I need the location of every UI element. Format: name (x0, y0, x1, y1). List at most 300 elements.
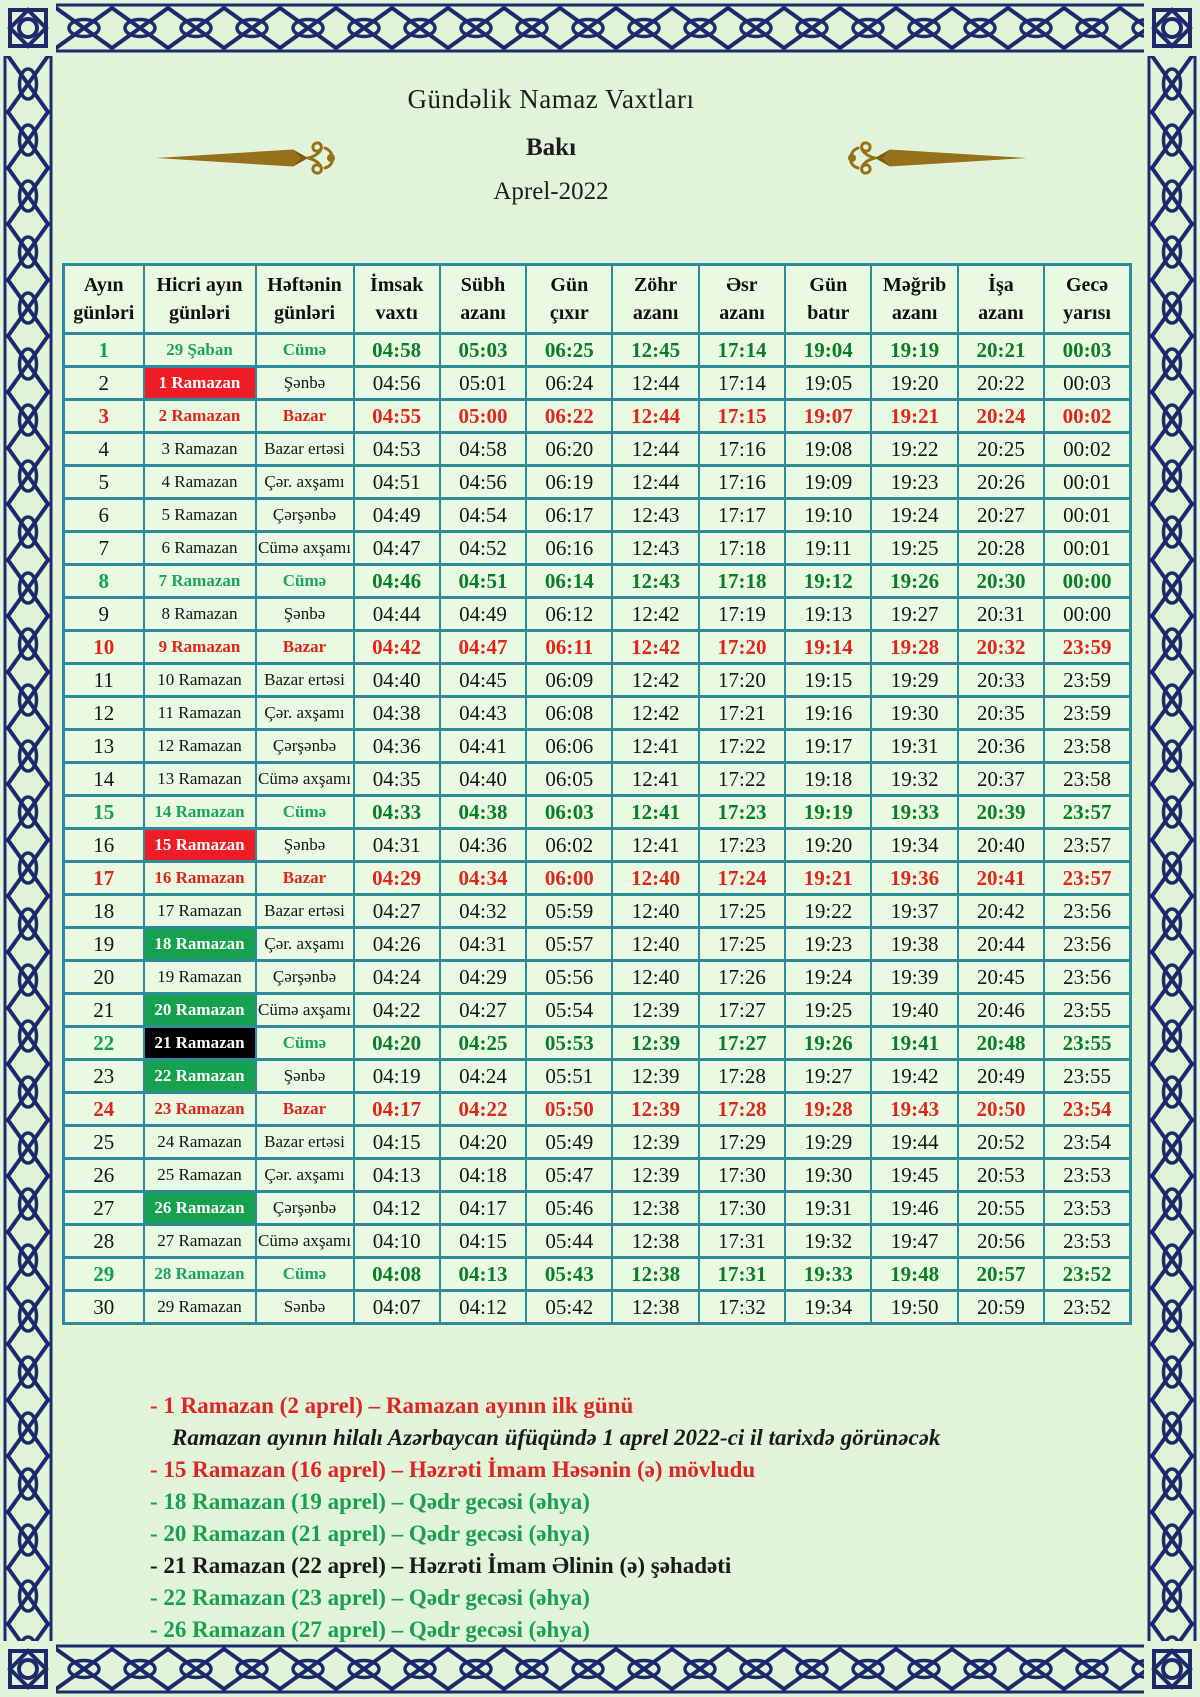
day-cell: 19 (64, 928, 144, 961)
prayer-time-cell: 19:26 (785, 1027, 871, 1060)
prayer-time-cell: 06:16 (526, 532, 612, 565)
weekday-cell: Şənbə (256, 829, 354, 862)
day-cell: 21 (64, 994, 144, 1027)
prayer-time-cell: 19:20 (871, 367, 957, 400)
prayer-time-cell: 19:25 (871, 532, 957, 565)
calendar-note: - 15 Ramazan (16 aprel) – Həzrəti İmam Həsənin (ə) mövludu (150, 1457, 756, 1482)
knot-border-corner (0, 0, 56, 56)
calendar-note: - 21 Ramazan (22 aprel) – Həzrəti İmam Əlinin (ə) şəhadəti (150, 1553, 732, 1578)
prayer-time-cell: 04:29 (354, 862, 440, 895)
prayer-time-cell: 23:53 (1044, 1159, 1130, 1192)
prayer-time-cell: 12:40 (612, 928, 698, 961)
hijri-day-cell: 6 Ramazan (144, 532, 256, 565)
prayer-time-cell: 12:43 (612, 499, 698, 532)
day-cell: 15 (64, 796, 144, 829)
hijri-day-cell: 10 Ramazan (144, 664, 256, 697)
hijri-day-cell: 26 Ramazan (144, 1192, 256, 1225)
prayer-time-cell: 19:40 (871, 994, 957, 1027)
table-row (64, 466, 1131, 499)
prayer-time-cell: 20:57 (958, 1258, 1044, 1291)
prayer-time-cell: 19:34 (871, 829, 957, 862)
prayer-time-cell: 20:48 (958, 1027, 1044, 1060)
day-cell: 2 (64, 367, 144, 400)
prayer-time-cell: 17:24 (699, 862, 785, 895)
table-row (64, 1192, 1131, 1225)
prayer-time-cell: 20:36 (958, 730, 1044, 763)
prayer-time-cell: 17:20 (699, 631, 785, 664)
hijri-day-cell: 4 Ramazan (144, 466, 256, 499)
prayer-time-cell: 23:53 (1044, 1225, 1130, 1258)
hijri-day-cell: 28 Ramazan (144, 1258, 256, 1291)
day-cell: 10 (64, 631, 144, 664)
prayer-time-cell: 20:25 (958, 433, 1044, 466)
prayer-time-cell: 19:18 (785, 763, 871, 796)
prayer-time-cell: 04:42 (354, 631, 440, 664)
hijri-day-cell: 21 Ramazan (144, 1027, 256, 1060)
prayer-time-cell: 05:44 (526, 1225, 612, 1258)
weekday-cell: Çərşənbə (256, 1192, 354, 1225)
prayer-time-cell: 05:54 (526, 994, 612, 1027)
prayer-time-cell: 19:33 (871, 796, 957, 829)
table-row (64, 367, 1131, 400)
prayer-time-cell: 04:15 (440, 1225, 526, 1258)
prayer-time-cell: 12:39 (612, 1159, 698, 1192)
prayer-time-cell: 04:40 (354, 664, 440, 697)
prayer-time-cell: 04:15 (354, 1126, 440, 1159)
prayer-time-cell: 04:56 (440, 466, 526, 499)
prayer-time-cell: 19:13 (785, 598, 871, 631)
prayer-time-cell: 19:44 (871, 1126, 957, 1159)
prayer-time-cell: 12:40 (612, 895, 698, 928)
prayer-time-cell: 19:38 (871, 928, 957, 961)
prayer-time-cell: 04:49 (440, 598, 526, 631)
prayer-time-cell: 04:13 (440, 1258, 526, 1291)
day-cell: 8 (64, 565, 144, 598)
table-row (64, 400, 1131, 433)
prayer-time-cell: 04:47 (354, 532, 440, 565)
weekday-cell: Çər. axşamı (256, 697, 354, 730)
prayer-time-cell: 19:34 (785, 1291, 871, 1324)
hijri-day-cell: 29 Ramazan (144, 1291, 256, 1324)
prayer-time-cell: 12:39 (612, 1126, 698, 1159)
prayer-time-cell: 20:52 (958, 1126, 1044, 1159)
prayer-time-cell: 20:28 (958, 532, 1044, 565)
prayer-time-cell: 20:59 (958, 1291, 1044, 1324)
day-cell: 22 (64, 1027, 144, 1060)
weekday-cell: Şənbə (256, 598, 354, 631)
prayer-time-cell: 12:39 (612, 1060, 698, 1093)
prayer-time-cell: 19:16 (785, 697, 871, 730)
table-row (64, 598, 1131, 631)
day-cell: 12 (64, 697, 144, 730)
prayer-time-cell: 05:51 (526, 1060, 612, 1093)
prayer-time-cell: 20:22 (958, 367, 1044, 400)
prayer-time-cell: 19:28 (871, 631, 957, 664)
prayer-time-cell: 17:28 (699, 1060, 785, 1093)
prayer-time-cell: 19:23 (871, 466, 957, 499)
column-header: Zöhr azanı (612, 265, 698, 334)
prayer-time-cell: 06:09 (526, 664, 612, 697)
prayer-time-cell: 04:27 (354, 895, 440, 928)
knot-border-bottom (56, 1641, 1144, 1697)
prayer-time-cell: 04:24 (354, 961, 440, 994)
prayer-time-cell: 04:58 (354, 334, 440, 367)
weekday-cell: Bazar (256, 862, 354, 895)
prayer-time-cell: 20:55 (958, 1192, 1044, 1225)
hijri-day-cell: 24 Ramazan (144, 1126, 256, 1159)
prayer-time-cell: 05:43 (526, 1258, 612, 1291)
prayer-time-cell: 23:56 (1044, 961, 1130, 994)
prayer-time-cell: 17:23 (699, 829, 785, 862)
weekday-cell: Bazar (256, 400, 354, 433)
table-body (64, 334, 1131, 1324)
prayer-time-cell: 17:21 (699, 697, 785, 730)
prayer-time-cell: 23:59 (1044, 697, 1130, 730)
day-cell: 16 (64, 829, 144, 862)
table-row (64, 1126, 1131, 1159)
day-cell: 7 (64, 532, 144, 565)
prayer-time-cell: 23:52 (1044, 1291, 1130, 1324)
prayer-time-cell: 06:05 (526, 763, 612, 796)
prayer-time-cell: 20:31 (958, 598, 1044, 631)
calendar-note: - 1 Ramazan (2 aprel) – Ramazan ayının ilk günü (150, 1393, 634, 1418)
prayer-time-cell: 17:19 (699, 598, 785, 631)
hijri-day-cell: 23 Ramazan (144, 1093, 256, 1126)
prayer-time-cell: 12:41 (612, 730, 698, 763)
prayer-time-cell: 20:46 (958, 994, 1044, 1027)
prayer-time-cell: 12:42 (612, 631, 698, 664)
prayer-time-cell: 04:47 (440, 631, 526, 664)
table-row (64, 1093, 1131, 1126)
prayer-time-cell: 00:01 (1044, 466, 1130, 499)
prayer-time-cell: 05:01 (440, 367, 526, 400)
calendar-note: - 26 Ramazan (27 aprel) – Qədr gecəsi (əhya) (150, 1617, 590, 1642)
prayer-time-cell: 04:25 (440, 1027, 526, 1060)
hijri-day-cell: 1 Ramazan (144, 367, 256, 400)
table-row (64, 697, 1131, 730)
calendar-note: - 20 Ramazan (21 aprel) – Qədr gecəsi (əhya) (150, 1521, 590, 1546)
prayer-time-cell: 04:17 (440, 1192, 526, 1225)
prayer-time-cell: 19:30 (785, 1159, 871, 1192)
knot-border-top (56, 0, 1144, 56)
prayer-time-cell: 17:18 (699, 565, 785, 598)
hijri-day-cell: 13 Ramazan (144, 763, 256, 796)
prayer-time-cell: 04:56 (354, 367, 440, 400)
prayer-time-cell: 05:56 (526, 961, 612, 994)
prayer-time-cell: 17:16 (699, 466, 785, 499)
weekday-cell: Cümə (256, 334, 354, 367)
prayer-time-cell: 06:03 (526, 796, 612, 829)
hijri-day-cell: 20 Ramazan (144, 994, 256, 1027)
prayer-time-cell: 06:14 (526, 565, 612, 598)
weekday-cell: Bazar ertəsi (256, 664, 354, 697)
calendar-note: - 22 Ramazan (23 aprel) – Qədr gecəsi (əhya) (150, 1585, 590, 1610)
prayer-time-cell: 19:42 (871, 1060, 957, 1093)
prayer-time-cell: 23:54 (1044, 1093, 1130, 1126)
prayer-time-cell: 04:45 (440, 664, 526, 697)
prayer-time-cell: 06:25 (526, 334, 612, 367)
prayer-time-cell: 20:21 (958, 334, 1044, 367)
hijri-day-cell: 11 Ramazan (144, 697, 256, 730)
month-title: Aprel-2022 (493, 178, 609, 205)
hijri-day-cell: 18 Ramazan (144, 928, 256, 961)
prayer-time-cell: 23:57 (1044, 862, 1130, 895)
prayer-time-cell: 19:39 (871, 961, 957, 994)
prayer-time-cell: 19:48 (871, 1258, 957, 1291)
day-cell: 24 (64, 1093, 144, 1126)
city-title: Bakı (525, 134, 577, 161)
prayer-time-cell: 17:29 (699, 1126, 785, 1159)
prayer-time-cell: 19:22 (871, 433, 957, 466)
day-cell: 13 (64, 730, 144, 763)
prayer-time-cell: 19:50 (871, 1291, 957, 1324)
day-cell: 3 (64, 400, 144, 433)
weekday-cell: Sənbə (256, 1291, 354, 1324)
weekday-cell: Cümə (256, 565, 354, 598)
prayer-time-cell: 17:32 (699, 1291, 785, 1324)
weekday-cell: Cümə axşamı (256, 763, 354, 796)
prayer-time-cell: 12:44 (612, 433, 698, 466)
weekday-cell: Çərşənbə (256, 730, 354, 763)
knot-border-corner (1144, 1641, 1200, 1697)
knot-border-right (1144, 56, 1200, 1641)
prayer-time-cell: 04:51 (354, 466, 440, 499)
prayer-time-cell: 04:10 (354, 1225, 440, 1258)
prayer-time-cell: 12:38 (612, 1225, 698, 1258)
weekday-cell: Bazar (256, 1093, 354, 1126)
prayer-time-cell: 19:31 (871, 730, 957, 763)
prayer-time-cell: 04:18 (440, 1159, 526, 1192)
table-row (64, 994, 1131, 1027)
prayer-time-cell: 12:43 (612, 532, 698, 565)
prayer-time-cell: 04:31 (354, 829, 440, 862)
knot-border-corner (1144, 0, 1200, 56)
prayer-time-cell: 20:40 (958, 829, 1044, 862)
prayer-time-cell: 17:23 (699, 796, 785, 829)
prayer-time-cell: 20:50 (958, 1093, 1044, 1126)
prayer-time-cell: 06:22 (526, 400, 612, 433)
day-cell: 30 (64, 1291, 144, 1324)
calendar-note: - 18 Ramazan (19 aprel) – Qədr gecəsi (əhya) (150, 1489, 590, 1514)
dagger-ornament-right-icon (830, 140, 1028, 176)
prayer-time-cell: 04:31 (440, 928, 526, 961)
weekday-cell: Cümə axşamı (256, 994, 354, 1027)
prayer-time-cell: 04:53 (354, 433, 440, 466)
prayer-time-cell: 19:32 (871, 763, 957, 796)
prayer-time-cell: 19:22 (785, 895, 871, 928)
column-header: Gün batır (785, 265, 871, 334)
weekday-cell: Cümə (256, 1258, 354, 1291)
prayer-time-cell: 19:24 (871, 499, 957, 532)
prayer-time-cell: 20:35 (958, 697, 1044, 730)
prayer-time-cell: 12:43 (612, 565, 698, 598)
column-header: Məğrib azanı (871, 265, 957, 334)
prayer-time-cell: 20:32 (958, 631, 1044, 664)
prayer-time-cell: 04:34 (440, 862, 526, 895)
table-row (64, 1060, 1131, 1093)
prayer-time-cell: 12:42 (612, 664, 698, 697)
prayer-time-cell: 04:12 (354, 1192, 440, 1225)
prayer-time-cell: 20:44 (958, 928, 1044, 961)
prayer-time-cell: 04:41 (440, 730, 526, 763)
column-header: İmsak vaxtı (354, 265, 440, 334)
prayer-times-table (62, 263, 1132, 1325)
hijri-day-cell: 16 Ramazan (144, 862, 256, 895)
prayer-time-cell: 04:13 (354, 1159, 440, 1192)
prayer-time-cell: 19:09 (785, 466, 871, 499)
header-row (64, 265, 1131, 334)
prayer-time-cell: 04:51 (440, 565, 526, 598)
day-cell: 9 (64, 598, 144, 631)
prayer-time-cell: 00:02 (1044, 400, 1130, 433)
notes-block (150, 1390, 1110, 1646)
prayer-time-cell: 00:02 (1044, 433, 1130, 466)
prayer-time-cell: 19:36 (871, 862, 957, 895)
prayer-time-cell: 06:11 (526, 631, 612, 664)
prayer-time-cell: 17:18 (699, 532, 785, 565)
prayer-time-cell: 05:03 (440, 334, 526, 367)
day-cell: 6 (64, 499, 144, 532)
prayer-time-cell: 05:59 (526, 895, 612, 928)
prayer-time-cell: 19:29 (785, 1126, 871, 1159)
prayer-time-cell: 19:25 (785, 994, 871, 1027)
column-header: Əsr azanı (699, 265, 785, 334)
prayer-time-cell: 05:46 (526, 1192, 612, 1225)
day-cell: 1 (64, 334, 144, 367)
table-row (64, 895, 1131, 928)
prayer-time-cell: 06:02 (526, 829, 612, 862)
day-cell: 26 (64, 1159, 144, 1192)
prayer-time-cell: 06:19 (526, 466, 612, 499)
prayer-time-cell: 17:31 (699, 1258, 785, 1291)
prayer-time-cell: 17:27 (699, 994, 785, 1027)
hijri-day-cell: 25 Ramazan (144, 1159, 256, 1192)
prayer-time-cell: 19:15 (785, 664, 871, 697)
table-row (64, 532, 1131, 565)
day-cell: 25 (64, 1126, 144, 1159)
table-row (64, 664, 1131, 697)
table-row (64, 763, 1131, 796)
weekday-cell: Çər. axşamı (256, 466, 354, 499)
prayer-time-cell: 04:38 (354, 697, 440, 730)
table-row (64, 928, 1131, 961)
prayer-time-cell: 05:50 (526, 1093, 612, 1126)
prayer-time-cell: 04:54 (440, 499, 526, 532)
prayer-time-cell: 04:38 (440, 796, 526, 829)
prayer-time-cell: 06:24 (526, 367, 612, 400)
hijri-day-cell: 8 Ramazan (144, 598, 256, 631)
prayer-time-cell: 19:33 (785, 1258, 871, 1291)
prayer-time-cell: 23:55 (1044, 1027, 1130, 1060)
prayer-time-cell: 17:14 (699, 334, 785, 367)
prayer-time-cell: 20:42 (958, 895, 1044, 928)
prayer-time-cell: 23:57 (1044, 796, 1130, 829)
day-cell: 23 (64, 1060, 144, 1093)
prayer-time-cell: 17:28 (699, 1093, 785, 1126)
day-cell: 20 (64, 961, 144, 994)
prayer-time-cell: 17:22 (699, 730, 785, 763)
prayer-time-cell: 19:27 (871, 598, 957, 631)
prayer-time-cell: 23:56 (1044, 928, 1130, 961)
hijri-day-cell: 7 Ramazan (144, 565, 256, 598)
prayer-time-cell: 04:58 (440, 433, 526, 466)
prayer-time-cell: 04:22 (440, 1093, 526, 1126)
prayer-time-cell: 17:14 (699, 367, 785, 400)
weekday-cell: Çərşənbə (256, 499, 354, 532)
prayer-time-cell: 12:42 (612, 697, 698, 730)
weekday-cell: Bazar (256, 631, 354, 664)
prayer-time-cell: 23:52 (1044, 1258, 1130, 1291)
prayer-time-cell: 19:14 (785, 631, 871, 664)
prayer-time-cell: 23:54 (1044, 1126, 1130, 1159)
prayer-time-cell: 06:08 (526, 697, 612, 730)
prayer-time-cell: 23:59 (1044, 664, 1130, 697)
weekday-cell: Şənbə (256, 1060, 354, 1093)
hijri-day-cell: 15 Ramazan (144, 829, 256, 862)
prayer-time-cell: 17:25 (699, 928, 785, 961)
prayer-time-cell: 06:06 (526, 730, 612, 763)
prayer-time-cell: 04:08 (354, 1258, 440, 1291)
day-cell: 14 (64, 763, 144, 796)
prayer-time-cell: 20:39 (958, 796, 1044, 829)
prayer-time-cell: 20:33 (958, 664, 1044, 697)
hijri-day-cell: 14 Ramazan (144, 796, 256, 829)
weekday-cell: Cümə (256, 796, 354, 829)
prayer-time-cell: 00:03 (1044, 334, 1130, 367)
prayer-time-cell: 20:49 (958, 1060, 1044, 1093)
prayer-time-cell: 05:53 (526, 1027, 612, 1060)
prayer-time-cell: 17:20 (699, 664, 785, 697)
prayer-time-cell: 19:46 (871, 1192, 957, 1225)
prayer-time-cell: 19:19 (785, 796, 871, 829)
prayer-time-cell: 12:38 (612, 1258, 698, 1291)
prayer-time-cell: 06:20 (526, 433, 612, 466)
day-cell: 27 (64, 1192, 144, 1225)
prayer-time-cell: 19:37 (871, 895, 957, 928)
table-row (64, 334, 1131, 367)
day-cell: 11 (64, 664, 144, 697)
prayer-time-cell: 20:53 (958, 1159, 1044, 1192)
prayer-time-cell: 23:56 (1044, 895, 1130, 928)
prayer-time-cell: 04:43 (440, 697, 526, 730)
prayer-time-cell: 19:19 (871, 334, 957, 367)
hijri-day-cell: 5 Ramazan (144, 499, 256, 532)
column-header: Sübh azanı (440, 265, 526, 334)
hijri-day-cell: 9 Ramazan (144, 631, 256, 664)
column-header: Gecə yarısı (1044, 265, 1130, 334)
prayer-time-cell: 17:22 (699, 763, 785, 796)
prayer-time-cell: 19:23 (785, 928, 871, 961)
prayer-time-cell: 04:26 (354, 928, 440, 961)
hijri-day-cell: 2 Ramazan (144, 400, 256, 433)
hijri-day-cell: 29 Şaban (144, 334, 256, 367)
prayer-time-cell: 00:01 (1044, 499, 1130, 532)
knot-border-corner (0, 1641, 56, 1697)
prayer-time-cell: 20:27 (958, 499, 1044, 532)
prayer-time-cell: 05:00 (440, 400, 526, 433)
prayer-time-cell: 20:56 (958, 1225, 1044, 1258)
prayer-time-cell: 12:40 (612, 961, 698, 994)
prayer-time-cell: 17:30 (699, 1192, 785, 1225)
prayer-time-cell: 17:16 (699, 433, 785, 466)
prayer-time-cell: 06:17 (526, 499, 612, 532)
content-area (56, 56, 1144, 1641)
table-row (64, 433, 1131, 466)
weekday-cell: Çər. axşamı (256, 928, 354, 961)
column-header: Həftənin günləri (256, 265, 354, 334)
prayer-time-cell: 05:42 (526, 1291, 612, 1324)
prayer-time-cell: 04:36 (354, 730, 440, 763)
